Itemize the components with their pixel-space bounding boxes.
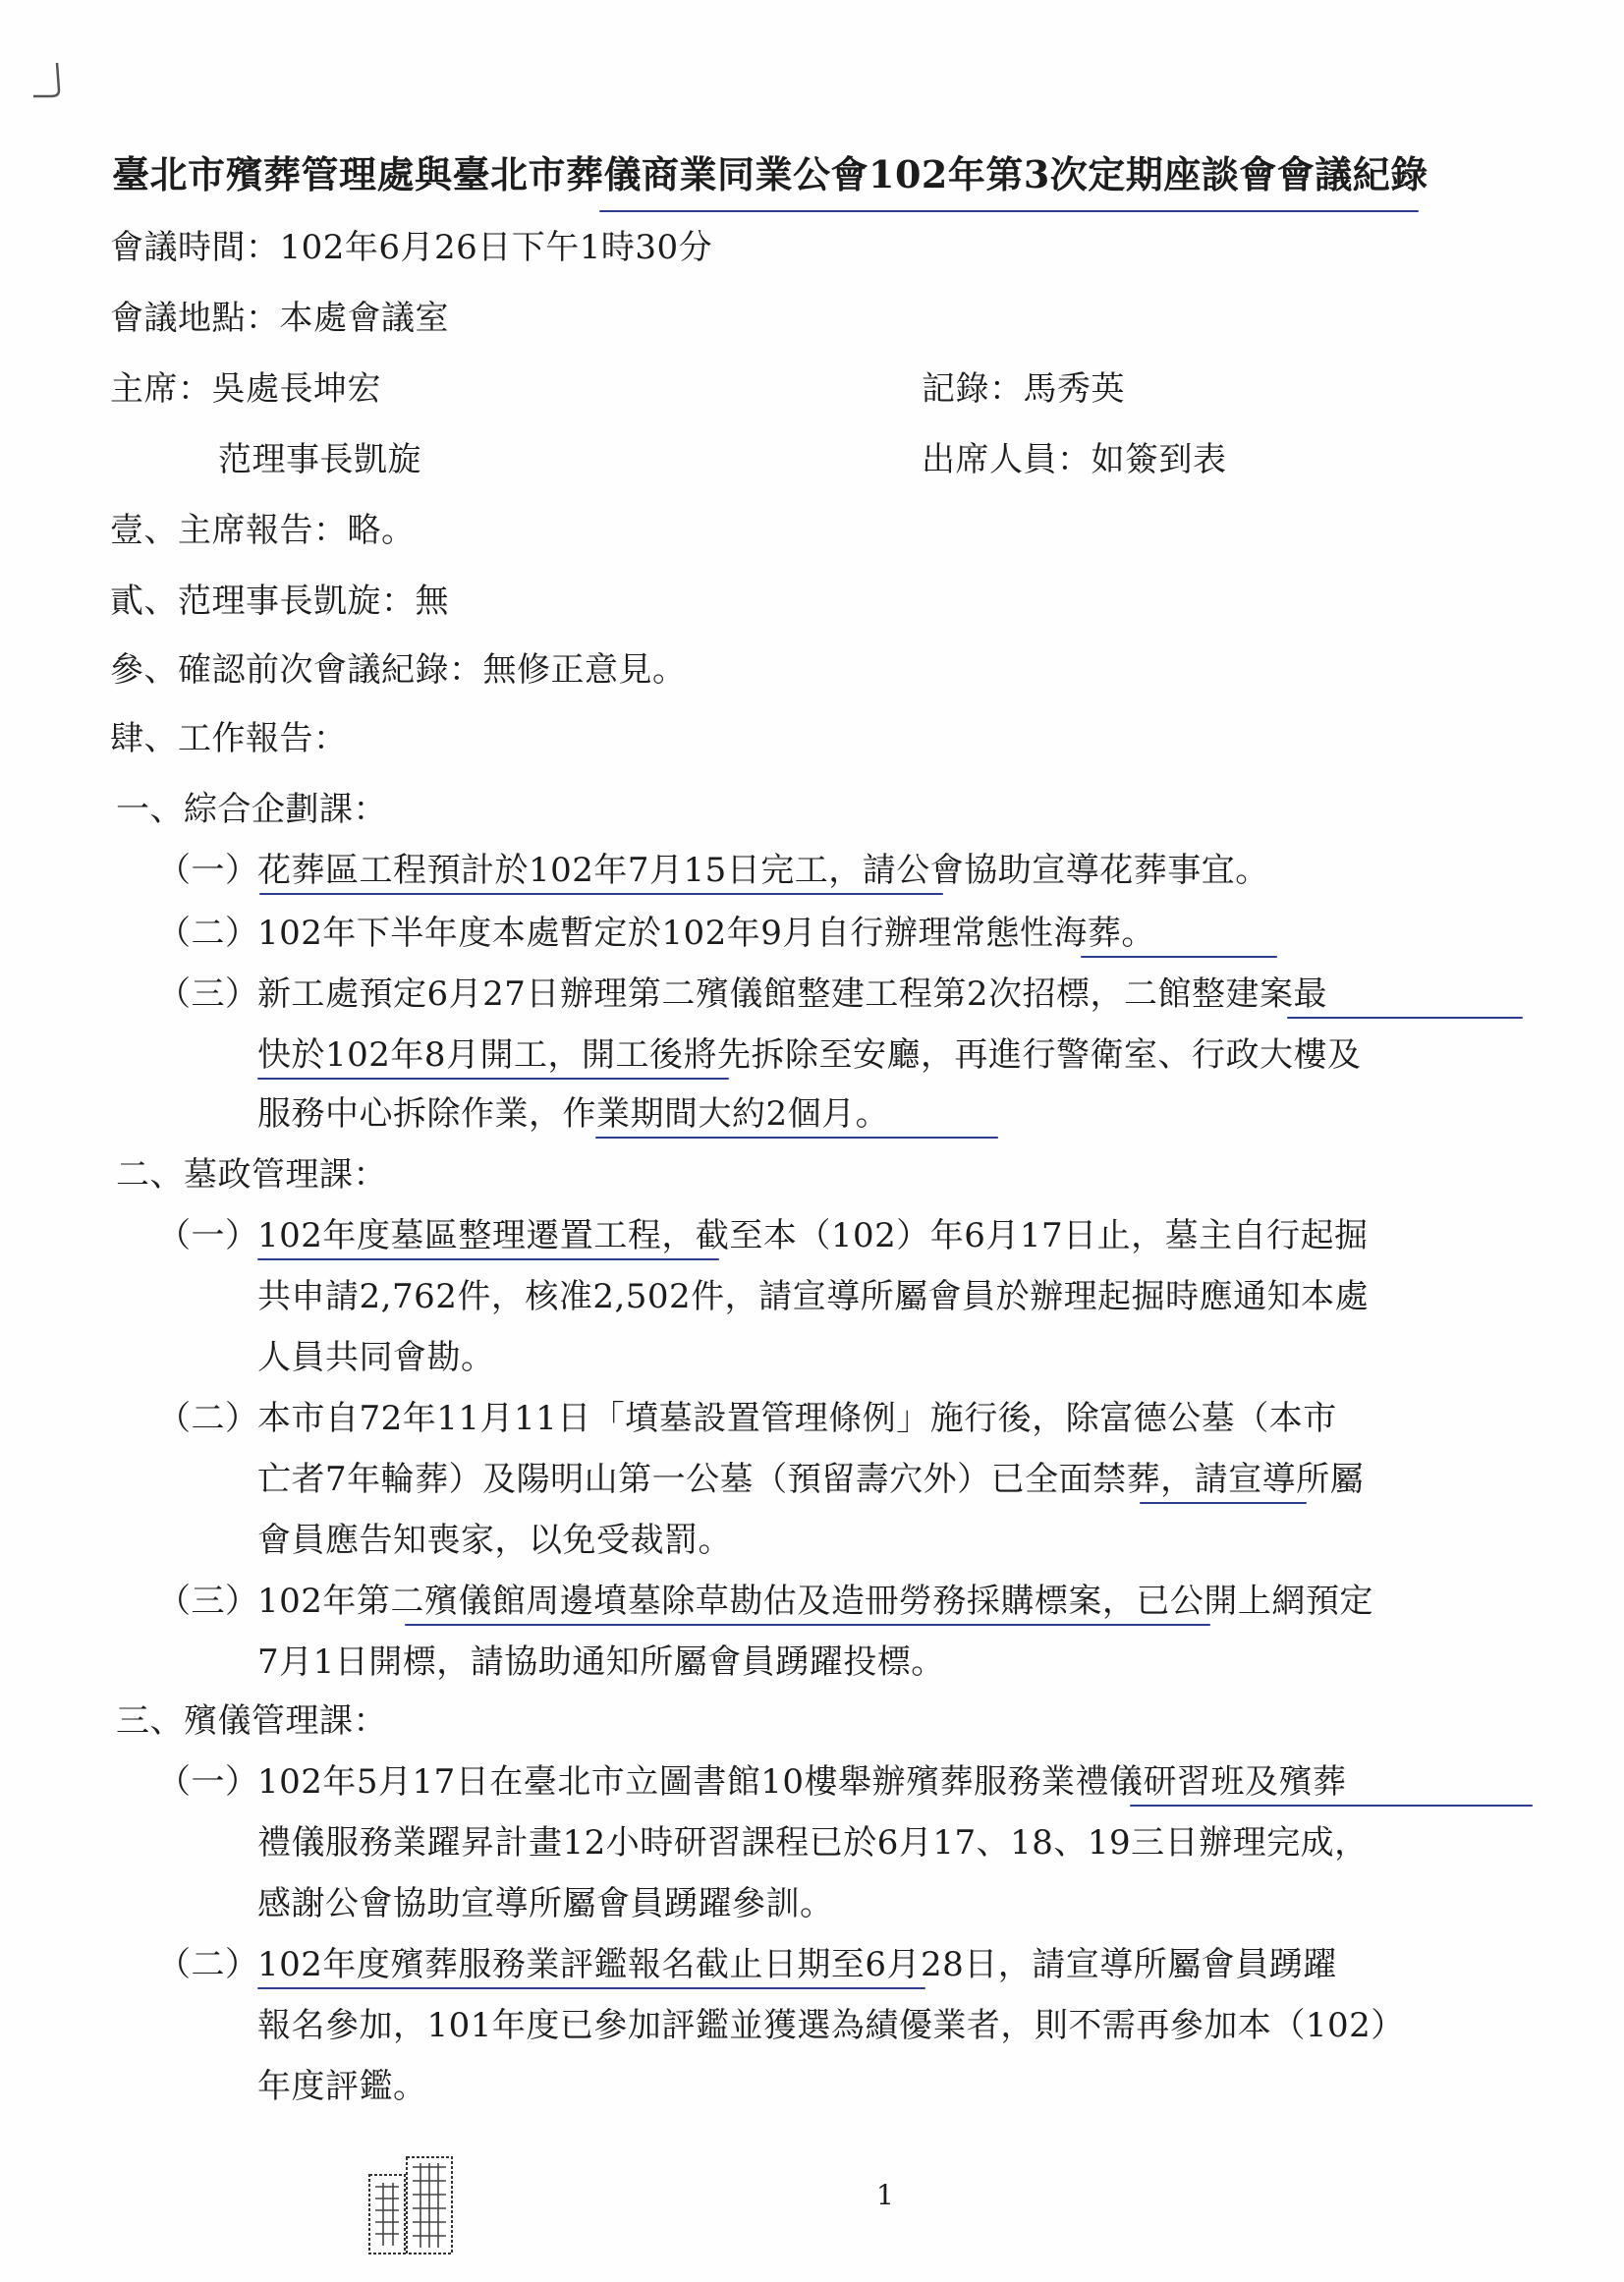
item-line: 本市自72年11月11日「墳墓設置管理條例」施行後，除富德公墓（本市 xyxy=(257,1399,1337,1438)
item-line: 7月1日開標，請協助通知所屬會員踴躍投標。 xyxy=(257,1642,945,1682)
document-title: 臺北市殯葬管理處與臺北市葬儀商業同業公會102年第3次定期座談會會議紀錄 xyxy=(112,152,1428,196)
seal-stamp-icon xyxy=(364,2153,458,2261)
dept-heading: 一、綜合企劃課： xyxy=(116,790,387,829)
item-line: 感謝公會協助宣導所屬會員踴躍參訓。 xyxy=(257,1884,834,1923)
dept-heading: 二、墓政管理課： xyxy=(116,1155,387,1195)
fold-mark-icon xyxy=(29,61,65,100)
chairperson-1: 主席：吳處長坤宏 xyxy=(110,369,381,409)
item-line: 新工處預定6月27日辦理第二殯儀館整建工程第2次招標，二館整建案最 xyxy=(257,974,1328,1014)
item-label: （一） xyxy=(157,1762,259,1802)
page-number: 1 xyxy=(876,2179,894,2211)
pen-underline xyxy=(257,1987,925,1989)
item-line: 會員應告知喪家，以免受裁罰。 xyxy=(257,1521,732,1560)
item-line: 102年第二殯儀館周邊墳墓除草勘估及造冊勞務採購標案，已公開上網預定 xyxy=(257,1582,1373,1621)
item-label: （一） xyxy=(157,1216,259,1255)
meeting-place: 會議地點：本處會議室 xyxy=(110,299,449,338)
item-line: 102年5月17日在臺北市立圖書館10樓舉辦殯葬服務業禮儀研習班及殯葬 xyxy=(257,1762,1347,1802)
dept-heading: 三、殯儀管理課： xyxy=(116,1701,387,1741)
attendees: 出席人員：如簽到表 xyxy=(922,440,1227,479)
pen-underline xyxy=(405,1624,1210,1626)
item-label: （二） xyxy=(157,914,259,953)
item-line: 102年下半年度本處暫定於102年9月自行辦理常態性海葬。 xyxy=(257,914,1155,953)
item-line: 快於102年8月開工，開工後將先拆除至安廳，再進行警衛室、行政大樓及 xyxy=(257,1035,1362,1075)
item-line: 年度評鑑。 xyxy=(257,2067,427,2106)
pen-underline xyxy=(257,1078,729,1080)
pen-underline xyxy=(259,893,943,895)
pen-underline xyxy=(1287,1017,1523,1019)
item-line: 報名參加，101年度已參加評鑑並獲選為績優業者，則不需再參加本（102） xyxy=(257,2006,1405,2045)
meeting-time: 會議時間：102年6月26日下午1時30分 xyxy=(110,228,713,267)
pen-underline xyxy=(1081,956,1277,958)
item-label: （二） xyxy=(157,1945,259,1984)
chairperson-2: 范理事長凱旋 xyxy=(218,440,421,479)
item-label: （三） xyxy=(157,1582,259,1621)
section-3: 參、確認前次會議紀錄：無修正意見。 xyxy=(110,650,687,690)
item-line: 禮儀服務業躍昇計畫12小時研習課程已於6月17、18、19三日辦理完成， xyxy=(257,1823,1369,1863)
section-4: 肆、工作報告： xyxy=(110,719,348,758)
item-line: 共申請2,762件，核准2,502件，請宣導所屬會員於辦理起掘時應通知本處 xyxy=(257,1277,1370,1316)
item-line: 102年度殯葬服務業評鑑報名截止日期至6月28日，請宣導所屬會員踴躍 xyxy=(257,1945,1337,1984)
item-line: 人員共同會勘。 xyxy=(257,1338,495,1377)
section-1: 壹、主席報告：略。 xyxy=(110,511,416,550)
item-line: 服務中心拆除作業，作業期間大約2個月。 xyxy=(257,1094,890,1134)
recorder: 記錄：馬秀英 xyxy=(922,369,1125,409)
pen-underline xyxy=(257,1258,719,1260)
item-label: （一） xyxy=(157,851,259,890)
item-label: （三） xyxy=(157,974,259,1014)
pen-underline xyxy=(599,210,1419,212)
item-line: 亡者7年輪葬）及陽明山第一公墓（預留壽穴外）已全面禁葬，請宣導所屬 xyxy=(257,1460,1365,1499)
section-2: 貳、范理事長凱旋：無 xyxy=(110,582,449,621)
pen-underline xyxy=(595,1137,998,1139)
item-label: （二） xyxy=(157,1399,259,1438)
pen-underline xyxy=(1140,1502,1307,1504)
item-line: 花葬區工程預計於102年7月15日完工，請公會協助宣導花葬事宜。 xyxy=(257,851,1269,890)
item-line: 102年度墓區整理遷置工程，截至本（102）年6月17日止，墓主自行起掘 xyxy=(257,1216,1369,1255)
pen-underline xyxy=(1130,1805,1533,1807)
